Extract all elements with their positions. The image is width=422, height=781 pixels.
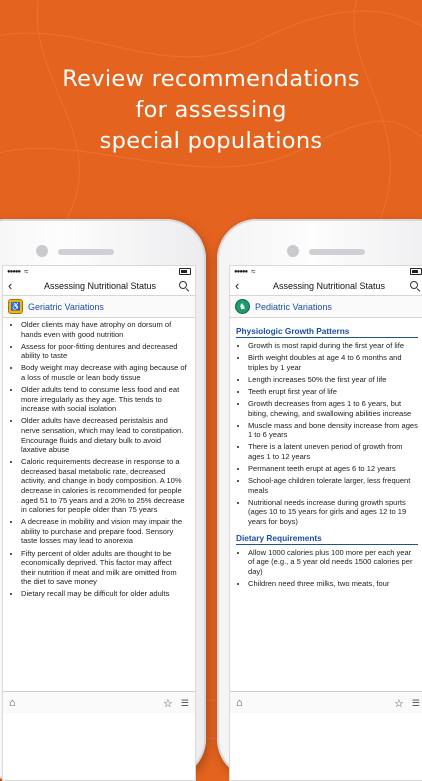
list-item: • Assess for poor-fitting dentures and decreased ability to taste [21,342,187,361]
battery-icon [410,268,422,275]
list-item: • Dietary recall may be difficult for older adults [21,589,187,599]
left-phone-screen [2,265,196,781]
headline-line-2: for assessing [135,97,287,123]
star-icon[interactable]: ☆ [394,697,404,710]
section-header [3,296,195,318]
wifi-icon: ≈ [251,267,256,276]
bullet-list [236,341,418,527]
rocking-horse-icon: ♞ [235,299,250,314]
list-item: • A decrease in mobility and vision may impair the ability to purchase and prepare food. Sensory taste losses may lead to anorexia [21,517,187,546]
nav-title: Assessing Nutritional Status [272,281,386,291]
status-bar [3,266,195,277]
section-title: Pediatric Variations [255,301,332,312]
star-icon[interactable]: ☆ [163,697,173,710]
headline-line-1: Review recommendations [62,66,360,92]
list-item: • Permanent teeth erupt at ages 6 to 12 years [248,464,418,474]
list-item: • Allow 1000 calories plus 100 more per each year of age (e.g., a 5 year old needs 1500 calories per day) [248,548,418,577]
list-item: • Birth weight doubles at age 4 to 6 months and triples by 1 year [248,353,418,372]
list-item: • Nutritional needs increase during growth spurts (ages 10 to 15 years for girls and ages 12 to 19 years for boys) [248,498,418,527]
list-item: • Length increases 50% the first year of life [248,375,418,385]
list-item: • Older adults tend to consume less food and eat more irregularly as they age. This tends to increase with social isolation [21,385,187,414]
headline [0,64,422,157]
nav-bar [230,277,422,296]
list-item: • There is a latent uneven period of growth from ages 1 to 12 years [248,442,418,461]
tab-bar [3,691,195,714]
speaker-grille [309,249,365,255]
camera-icon [36,245,48,257]
list-item: • Older adults have decreased peristalsis and nerve sensation, which may lead to constipation. Encourage fluids and dietary bulk to avoid laxative abuse [21,416,187,454]
status-bar [230,266,422,277]
content-area [230,318,422,588]
list-item: • Muscle mass and bone density increase from ages 1 to 6 years [248,421,418,440]
walker-icon: ♿ [8,299,23,314]
left-phone [0,219,206,779]
list-item: • Growth is most rapid during the first year of life [248,341,418,351]
back-chevron-icon[interactable]: ‹ [8,278,13,293]
list-item: • Body weight may decrease with aging because of a loss of muscle or lean body tissue [21,363,187,382]
signal-icon: ●●●●● [234,268,248,275]
headline-line-3: special populations [99,128,323,154]
list-item: • Teeth erupt first year of life [248,387,418,397]
nav-bar [3,277,195,296]
bullet-list [236,548,418,589]
right-phone [217,219,422,779]
list-item: • Fifty percent of older adults are thought to be economically deprived. This factor may affect their nutrition if meat and milk are omitted from the diet to save money [21,549,187,587]
section-header [230,296,422,318]
wifi-icon: ≈ [24,267,29,276]
battery-icon [179,268,191,275]
search-icon[interactable] [409,280,421,292]
home-icon[interactable]: ⌂ [236,697,243,709]
list-item: • Growth decreases from ages 1 to 6 years, but biting, chewing, and swallowing abilities increase [248,399,418,418]
list-icon[interactable]: ☰ [411,697,420,708]
section-title: Geriatric Variations [28,301,104,312]
subsection-heading: Physiologic Growth Patterns [236,326,418,338]
right-phone-screen [229,265,422,781]
list-item: • Caloric requirements decrease in response to a decreased basal metabolic rate, decreased activity, and change in body composition. A 10% decrease in calories is recommended for people aged 51 to 75 years and a 20% to 25% decrease in calories for people older than 75 years [21,457,187,515]
list-item: • Older clients may have atrophy on dorsum of hands even with good nutrition [21,320,187,339]
list-item: • Children need three milks, two meats, four [248,579,418,589]
bullet-list [9,320,187,599]
list-icon[interactable]: ☰ [180,697,189,708]
back-chevron-icon[interactable]: ‹ [235,278,240,293]
content-area [3,318,195,599]
nav-title: Assessing Nutritional Status [43,281,157,291]
home-icon[interactable]: ⌂ [9,697,16,709]
search-icon[interactable] [178,280,190,292]
tab-bar [230,691,422,714]
signal-icon: ●●●●● [7,268,21,275]
subsection-heading: Dietary Requirements [236,533,418,545]
speaker-grille [58,249,114,255]
camera-icon [287,245,299,257]
list-item: • School-age children tolerate larger, less frequent meals [248,476,418,495]
